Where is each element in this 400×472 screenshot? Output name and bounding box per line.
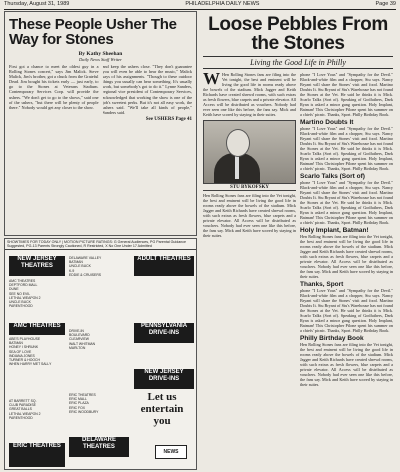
listing-delaware-valley: DELAWARE VALLEY BATMAN UNCLE BUCK K-9 EDDIE & CRUISERS xyxy=(69,256,102,277)
ushers-byline: By Kathy Sheehan xyxy=(78,51,123,57)
dropcap: W xyxy=(203,72,220,88)
columnist-photo xyxy=(203,120,296,184)
stones-column-2 xyxy=(300,72,393,467)
section-martino: Martino Doubts It xyxy=(300,119,354,126)
header-paper: PHILADELPHIA DAILY NEWS xyxy=(185,1,260,7)
stones-column-1-more: Hen Rolling Stones fans are filing into the Vet tonight, the best and eminent will be living the good life in rooms ready above the bowels of the stadium. Mick Jagger and Keith Richards have created shrewd rooms, with such extras as fresh flowers, blue carpets and a private elevator. All Access will be distributed as vouchers. Nobody had ever seen one like this before, the fans say. Mick and Keith have scored by staying in their suites. xyxy=(203,193,296,238)
ushers-article xyxy=(4,11,197,236)
stones-column-1 xyxy=(203,72,296,467)
stones-column-2-b: phone "I Love Yous" and "Sympathy for the Devil." Black-and-white film and a chopper, Stu says. Nancy Bryant will share the Stones' visit and food. Martino Doubts It. Stu Bryant of Stu's Warehouse has not found the Stones at the Vet. He said he thinks it is Mick. Scarlo Talks (Sort of). Speaking of Godfathers, Dark Ryan is asked a minor gang question. Holy Implant, Batman! This Christopher Pilone spent his summer on a chiefs' picnic. Thanks, Sport. Philly Birthday Book. xyxy=(300,180,393,225)
amc-theatres-banner: AMC THEATRES xyxy=(9,323,65,335)
header-page: Page 39 xyxy=(375,1,396,7)
stones-subhead: Living the Good Life in Philly xyxy=(203,56,393,69)
ushers-headline: These People Usher The Way for Stones xyxy=(9,16,177,48)
news-logo: NEWS xyxy=(155,445,187,459)
nj-theatres-banner: NEW JERSEY THEATRES xyxy=(9,256,65,276)
stones-article xyxy=(200,11,396,469)
listing-abes: ABE'S PLAYHOUSE BATMAN HONEY I SHRUNK SEA OF LOVE INDIANA JONES TURNER & HOOCH WHEN HARRY MET SALLY xyxy=(9,337,52,367)
stones-column-2-e: Hen Rolling Stones fans are filing into the Vet tonight, the best and eminent will be living the good life in rooms ready above the bowels of the stadium. Mick Jagger and Keith Richards have created shrewd rooms, with such extras as fresh flowers, blue carpets and a private elevator. All Access will be distributed as vouchers. Nobody had ever seen one like this before, the fans say. Mick and Keith have scored by staying in their suites. xyxy=(300,342,393,387)
ushers-column-1: First got a chance to meet the oldest guy in a Rolling Stones concert," says Jim Malick. Steve Malick, Jim's brother, got a chuck from the Grateful Dead. Jim bought his tickets early — just early, to go to the Stones at Veterans Stadium. Contemporary Services Corp. will provide the ushers. "We don't get to go to the shows," said one of the ushers, "but there will be plenty of people there." Nobody would get any closer to the show. xyxy=(9,64,99,110)
movie-listings xyxy=(4,238,197,470)
section-scarlo: Scarlo Talks (Sort of) xyxy=(300,173,365,180)
photo-caption: STU BYKOFSKY xyxy=(203,185,296,191)
pa-drive-ins-banner: PENNSYLVANIA DRIVE-INS xyxy=(134,323,194,343)
ushers-column-2: and keep the ushers close. "They don't guarantee you will even be able to hear the music," Malick says of his assignments. "Though to these outdoor things you usually can hear something. It's usually work, but somebody's got to do it." Lynne Sanders, regional vice president of Contemporary Services, acknowledged that working the show is one of the job's sweetest perks. But it's not all easy work, the ushers said. "We'll take all kinds of people," Sanders said. xyxy=(102,64,192,115)
entertain-tagline: Let us entertain you xyxy=(140,391,184,427)
listing-eric: ERIC THEATRES ERIC MALL ERIC PLAZA ERIC FOX ERIC WOODBURY xyxy=(69,393,99,414)
header-date: Thursday, August 31, 1989 xyxy=(4,1,70,7)
delaware-theatres-banner: DELAWARE THEATRES xyxy=(69,437,129,457)
stones-column-2-d: phone "I Love Yous" and "Sympathy for the Devil." Black-and-white film and a chopper, Stu says. Nancy Bryant will share the Stones' visit and food. Martino Doubts It. Stu Bryant of Stu's Warehouse has not found the Stones at the Vet. He said he thinks it is Mick. Scarlo Talks (Sort of). Speaking of Godfathers, Dark Ryan is asked a minor gang question. Holy Implant, Batman! This Christopher Pilone spent his summer on a chiefs' picnic. Thanks, Sport. Philly Birthday Book. xyxy=(300,288,393,333)
page-header xyxy=(4,1,396,10)
stones-headline: Loose Pebbles From the Stones xyxy=(208,14,388,54)
stones-column-2-c: Hen Rolling Stones fans are filing into the Vet tonight, the best and eminent will be living the good life in rooms ready above the bowels of the stadium. Mick Jagger and Keith Richards have created shrewd rooms, with such extras as fresh flowers, blue carpets and a private elevator. All Access will be distributed as vouchers. Nobody had ever seen one like this before, the fans say. Mick and Keith have scored by staying in their suites. xyxy=(300,234,393,279)
listing-drive-in: DRIVE-IN BOULEVARD CLEARVIEW WALT WHITMAN MARLTON xyxy=(69,329,96,350)
stones-column-2-text: phone "I Love Yous" and "Sympathy for the Devil." Black-and-white film and a chopper, Stu says. Nancy Bryant will share the Stones' visit and food. Martino Doubts It. Stu Bryant of Stu's Warehouse has not found the Stones at the Vet. He said he thinks it is Mick. Scarlo Talks (Sort of). Speaking of Godfathers, Dark Ryan is asked a minor gang question. Holy Implant, Batman! This Christopher Pilone spent his summer on a chiefs' picnic. Thanks, Sport. Philly Birthday Book. xyxy=(300,72,393,117)
section-implant: Holy Implant, Batman! xyxy=(300,227,369,234)
stones-column-2-a: phone "I Love Yous" and "Sympathy for the Devil." Black-and-white film and a chopper, Stu says. Nancy Bryant will share the Stones' visit and food. Martino Doubts It. Stu Bryant of Stu's Warehouse has not found the Stones at the Vet. He said he thinks it is Mick. Scarlo Talks (Sort of). Speaking of Godfathers, Dark Ryan is asked a minor gang question. Holy Implant, Batman! This Christopher Pilone spent his summer on a chiefs' picnic. Thanks, Sport. Philly Birthday Book. xyxy=(300,126,393,171)
showtimes-note: SHOWTIMES FOR TODAY ONLY | MOTION PICTURE RATINGS: G General Audiences, PG Parental Guidance Suggested, PG-13 Parents Strongly Cautioned, R Restricted, X No One Under 17 Admitted xyxy=(5,239,196,250)
nj-drive-ins-banner: NEW JERSEY DRIVE-INS xyxy=(134,369,194,389)
listing-amc: AMC THEATRES DEPTFORD MALL DUNE SEE NO EVIL LETHAL WEAPON 2 UNCLE BUCK PARENTHOOD xyxy=(9,279,41,309)
ushers-credit: Daily News Staff Writer xyxy=(79,57,122,62)
stones-column-1-text: Hen Rolling Stones fans are filing into the Vet tonight, the best and eminent will be living the good life in rooms ready above the bowels of the stadium. Mick Jagger and Keith Richards have created shrewd rooms, with such extras as fresh flowers, blue carpets and a private elevator. All Access will be distributed as vouchers. Nobody had ever seen one like this before, the fans say. Mick and Keith have scored by staying in their suites. xyxy=(203,72,296,117)
listing-barrett: AT BARRETT SQ. CLUB PARADISE GREAT BALLS LETHAL WEAPON 2 PARENTHOOD xyxy=(9,399,41,420)
adult-theatres-banner: ADULT THEATRES xyxy=(134,256,194,276)
section-birthday: Philly Birthday Book xyxy=(300,335,364,342)
section-thanks: Thanks, Sport xyxy=(300,281,344,288)
eric-theatres-banner: ERIC THEATRES xyxy=(9,443,65,467)
ushers-continuation: See USHERS Page 41 xyxy=(145,116,192,122)
